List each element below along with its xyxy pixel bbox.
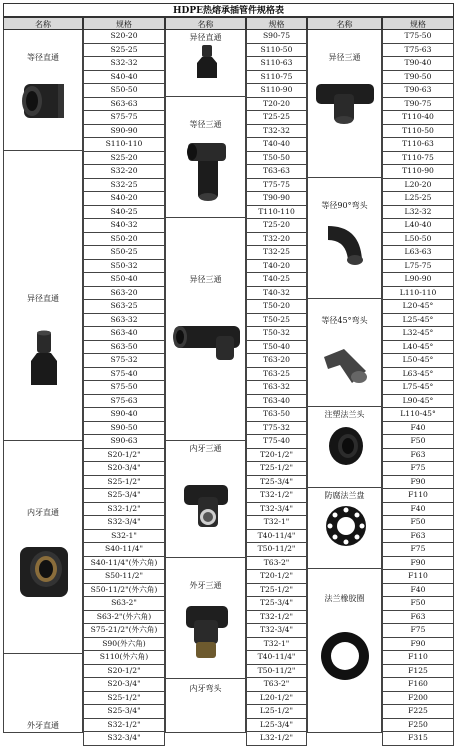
- spec-cell: S32-32: [83, 57, 165, 71]
- spec-cell: S50-11/2"(外六角): [83, 584, 165, 598]
- spec-cell: S110(外六角): [83, 651, 165, 665]
- spec-cell: S90-90: [83, 125, 165, 139]
- spec-cell: S20-3/4": [83, 462, 165, 476]
- header-name-3: 名称: [307, 17, 382, 30]
- spec-cell: S32-3/4": [83, 732, 165, 746]
- spec-cell: T110-110: [246, 206, 307, 220]
- spec-cell: T75-63: [382, 44, 454, 58]
- spec-cell: S110-75: [246, 71, 307, 85]
- spec-cell: T32-20: [246, 233, 307, 247]
- spec-cell: F90: [382, 638, 454, 652]
- spec-cell: T40-40: [246, 138, 307, 152]
- group-label: 异径直通: [27, 294, 59, 303]
- spec-cell: T32-1": [246, 516, 307, 530]
- spec-cell: T63-50: [246, 408, 307, 422]
- spec-cell: S40-11/4": [83, 543, 165, 557]
- spec-cell: S63-32: [83, 314, 165, 328]
- spec-cell: T50-32: [246, 327, 307, 341]
- group-equal-tee: [165, 97, 246, 218]
- spec-cell: T90-90: [246, 192, 307, 206]
- spec-cell: F200: [382, 692, 454, 706]
- spec-cell: F225: [382, 705, 454, 719]
- group-label: 内牙三通: [189, 444, 222, 453]
- spec-cell: L40-45°: [382, 341, 454, 355]
- spec-cell: S32-25: [83, 179, 165, 193]
- spec-cell: S90-50: [83, 422, 165, 436]
- spec-cell: S110-110: [83, 138, 165, 152]
- spec-cell: T32-1": [246, 638, 307, 652]
- spec-cell: T25-20: [246, 219, 307, 233]
- spec-cell: S63-20: [83, 287, 165, 301]
- spec-cell: F40: [382, 584, 454, 598]
- spec-cell: S90(外六角): [83, 638, 165, 652]
- spec-cell: T25-25: [246, 111, 307, 125]
- spec-cell: S20-20: [83, 30, 165, 44]
- spec-cell: L32-32: [382, 206, 454, 220]
- spec-cell: T75-50: [382, 30, 454, 44]
- spec-cell: S90-63: [83, 435, 165, 449]
- flange-stub-icon: [326, 425, 366, 467]
- spec-cell: S32-1/2": [83, 503, 165, 517]
- spec-cell: F50: [382, 516, 454, 530]
- spec-cell: T63-63: [246, 165, 307, 179]
- spec-cell: T32-25: [246, 246, 307, 260]
- female-thread-tee-icon: [180, 477, 234, 531]
- spec-cell: T32-3/4": [246, 624, 307, 638]
- reducing-tee-icon: [314, 80, 376, 126]
- pipe-coupling-icon: [18, 76, 70, 126]
- col3-names: [307, 30, 382, 733]
- spec-cell: F50: [382, 597, 454, 611]
- spec-cell: T25-3/4": [246, 476, 307, 490]
- spec-cell: L90-45°: [382, 395, 454, 409]
- spec-cell: S75-21/2"(外六角): [83, 624, 165, 638]
- spec-cell: T50-40: [246, 341, 307, 355]
- spec-cell: T63-20: [246, 354, 307, 368]
- group-label: 异径三通: [189, 275, 222, 284]
- spec-cell: S110-90: [246, 84, 307, 98]
- spec-cell: T50-25: [246, 314, 307, 328]
- spec-cell: S63-50: [83, 341, 165, 355]
- spec-cell: T50-50: [246, 152, 307, 166]
- spec-cell: T40-11/4": [246, 651, 307, 665]
- spec-cell: S63-63: [83, 98, 165, 112]
- group-equal-coupling: [3, 30, 83, 151]
- spec-cell: T20-20: [246, 98, 307, 112]
- sheet-title: HDPE热熔承插管件规格表: [3, 3, 454, 17]
- spec-cell: L75-45°: [382, 381, 454, 395]
- spec-cell: S75-63: [83, 395, 165, 409]
- group-label: 法兰橡胶圈: [324, 594, 365, 603]
- spec-cell: F63: [382, 449, 454, 463]
- spec-cell: L20-1/2": [246, 692, 307, 706]
- spec-cell: T40-32: [246, 287, 307, 301]
- group-label: 等径直通: [27, 53, 59, 62]
- spec-cell: T90-50: [382, 71, 454, 85]
- spec-cell: L90-90: [382, 273, 454, 287]
- spec-cell: T63-25: [246, 368, 307, 382]
- spec-cell: S50-25: [83, 246, 165, 260]
- spec-cell: T50-11/2": [246, 543, 307, 557]
- spec-cell: S40-25: [83, 206, 165, 220]
- group-label: 内牙直通: [27, 508, 59, 517]
- spec-cell: L50-50: [382, 233, 454, 247]
- elbow-90-icon: [320, 220, 370, 270]
- spec-cell: T75-32: [246, 422, 307, 436]
- spec-cell: L32-45°: [382, 327, 454, 341]
- spec-cell: F75: [382, 624, 454, 638]
- col1-names: [3, 30, 83, 733]
- spec-cell: F75: [382, 462, 454, 476]
- spec-cell: T110-40: [382, 111, 454, 125]
- spec-cell: T110-75: [382, 152, 454, 166]
- spec-cell: S20-1/2": [83, 665, 165, 679]
- spec-cell: S110-63: [246, 57, 307, 71]
- spec-cell: T32-32: [246, 125, 307, 139]
- spec-cell: L25-25: [382, 192, 454, 206]
- spec-cell: S90-40: [83, 408, 165, 422]
- spec-cell: T50-20: [246, 300, 307, 314]
- spec-cell: S75-50: [83, 381, 165, 395]
- spec-cell: S75-40: [83, 368, 165, 382]
- group-label: 异径直通: [189, 33, 222, 42]
- spec-cell: F75: [382, 543, 454, 557]
- spec-cell: L50-45°: [382, 354, 454, 368]
- spec-cell: L75-75: [382, 260, 454, 274]
- spec-cell: S63-40: [83, 327, 165, 341]
- spec-cell: T63-2": [246, 678, 307, 692]
- group-label: 等径45°弯头: [321, 316, 368, 325]
- group-elbow-45: [307, 299, 382, 407]
- header-spec-2: 规格: [246, 17, 307, 30]
- flange-plate-icon: [324, 504, 368, 548]
- spec-cell: S50-11/2": [83, 570, 165, 584]
- spec-cell: F160: [382, 678, 454, 692]
- group-label: 等径90°弯头: [321, 201, 368, 210]
- spec-cell: F110: [382, 570, 454, 584]
- equal-tee-icon: [182, 139, 232, 203]
- spec-cell: T40-20: [246, 260, 307, 274]
- spec-cell: T110-50: [382, 125, 454, 139]
- group-female-elbow: [165, 679, 246, 733]
- spec-cell: S25-3/4": [83, 489, 165, 503]
- group-reducer: [3, 151, 83, 441]
- spec-cell: T50-11/2": [246, 665, 307, 679]
- spec-cell: L110-110: [382, 287, 454, 301]
- spec-cell: S110-50: [246, 44, 307, 58]
- group-reducer-2: [165, 30, 246, 97]
- spec-cell: T90-63: [382, 84, 454, 98]
- spec-cell: L110-45°: [382, 408, 454, 422]
- spec-cell: F110: [382, 651, 454, 665]
- spec-cell: S50-40: [83, 273, 165, 287]
- spec-cell: T75-75: [246, 179, 307, 193]
- spec-cell: S40-11/4"(外六角): [83, 557, 165, 571]
- spec-cell: T20-1/2": [246, 449, 307, 463]
- spec-cell: S32-3/4": [83, 516, 165, 530]
- spec-cell: L40-40: [382, 219, 454, 233]
- spec-cell: L20-20: [382, 179, 454, 193]
- spec-cell: T32-1/2": [246, 489, 307, 503]
- group-female-tee: [165, 441, 246, 558]
- spec-cell: S50-32: [83, 260, 165, 274]
- spec-cell: S25-20: [83, 152, 165, 166]
- spec-cell: T25-1/2": [246, 462, 307, 476]
- spec-cell: F250: [382, 719, 454, 733]
- spec-cell: T40-25: [246, 273, 307, 287]
- spec-cell: S25-1/2": [83, 476, 165, 490]
- group-rubber-gasket: [307, 569, 382, 733]
- spec-cell: S32-1/2": [83, 719, 165, 733]
- group-label: 外牙三通: [189, 581, 222, 590]
- group-label: 防腐法兰盘: [324, 491, 365, 500]
- spec-cell: T20-1/2": [246, 570, 307, 584]
- spec-cell: S25-25: [83, 44, 165, 58]
- spec-cell: S40-20: [83, 192, 165, 206]
- spec-cell: L63-63: [382, 246, 454, 260]
- spec-cell: S63-2": [83, 597, 165, 611]
- group-label: 内牙弯头: [189, 684, 222, 693]
- spec-cell: F50: [382, 435, 454, 449]
- spec-cell: F315: [382, 732, 454, 746]
- group-label: 注塑法兰头: [324, 410, 365, 419]
- spec-sheet: [3, 3, 454, 742]
- spec-cell: S75-32: [83, 354, 165, 368]
- spec-cell: T25-1/2": [246, 584, 307, 598]
- col2-names: [165, 30, 246, 733]
- spec-cell: T25-3/4": [246, 597, 307, 611]
- spec-cell: L32-1/2": [246, 732, 307, 746]
- group-flange-stub: [307, 407, 382, 488]
- spec-cell: T40-11/4": [246, 530, 307, 544]
- spec-cell: S25-1/2": [83, 692, 165, 706]
- header-name-1: 名称: [3, 17, 83, 30]
- spec-cell: T32-1/2": [246, 611, 307, 625]
- spec-cell: S32-20: [83, 165, 165, 179]
- spec-cell: T63-2": [246, 557, 307, 571]
- spec-cell: T63-32: [246, 381, 307, 395]
- spec-cell: F110: [382, 489, 454, 503]
- rubber-gasket-icon: [318, 629, 372, 683]
- group-elbow-90: [307, 178, 382, 299]
- spec-cell: F40: [382, 503, 454, 517]
- spec-cell: T63-40: [246, 395, 307, 409]
- spec-cell: F125: [382, 665, 454, 679]
- spec-cell: T110-90: [382, 165, 454, 179]
- spec-cell: S40-40: [83, 71, 165, 85]
- group-reducing-tee-3: [307, 30, 382, 178]
- male-thread-tee-icon: [180, 602, 234, 662]
- spec-cell: T32-3/4": [246, 503, 307, 517]
- spec-cell: S25-3/4": [83, 705, 165, 719]
- group-flange-plate: [307, 488, 382, 569]
- spec-cell: S32-1": [83, 530, 165, 544]
- spec-cell: T90-40: [382, 57, 454, 71]
- spec-cell: L63-45°: [382, 368, 454, 382]
- spec-cell: F63: [382, 611, 454, 625]
- spec-cell: S50-50: [83, 84, 165, 98]
- header-spec-3: 规格: [382, 17, 454, 30]
- spec-cell: S75-75: [83, 111, 165, 125]
- spec-cell: S63-2"(外六角): [83, 611, 165, 625]
- group-label: 异径三通: [328, 53, 361, 62]
- reducer-icon: [194, 44, 220, 80]
- spec-cell: S20-3/4": [83, 678, 165, 692]
- group-label: 外牙直通: [27, 721, 59, 730]
- spec-cell: S20-1/2": [83, 449, 165, 463]
- spec-cell: F90: [382, 476, 454, 490]
- spec-cell: L20-45°: [382, 300, 454, 314]
- spec-cell: S90-75: [246, 30, 307, 44]
- spec-cell: S63-25: [83, 300, 165, 314]
- spec-cell: F63: [382, 530, 454, 544]
- elbow-45-icon: [320, 339, 370, 389]
- group-male-tee: [165, 558, 246, 679]
- female-thread-coupling-icon: [16, 543, 72, 601]
- header-name-2: 名称: [165, 17, 246, 30]
- spec-cell: L25-1/2": [246, 705, 307, 719]
- reducing-tee-icon: [172, 314, 242, 364]
- spec-cell: S40-32: [83, 219, 165, 233]
- group-female-coupling: [3, 441, 83, 654]
- group-male-coupling: [3, 654, 83, 733]
- spec-cell: T75-40: [246, 435, 307, 449]
- spec-cell: S50-20: [83, 233, 165, 247]
- spec-cell: T90-75: [382, 98, 454, 112]
- spec-cell: T110-63: [382, 138, 454, 152]
- spec-cell: F40: [382, 422, 454, 436]
- spec-cell: L25-3/4": [246, 719, 307, 733]
- spec-cell: F90: [382, 557, 454, 571]
- group-label: 等径三通: [189, 120, 222, 129]
- pipe-reducer-icon: [28, 329, 60, 389]
- group-reducing-tee: [165, 218, 246, 441]
- header-spec-1: 规格: [83, 17, 165, 30]
- spec-cell: L25-45°: [382, 314, 454, 328]
